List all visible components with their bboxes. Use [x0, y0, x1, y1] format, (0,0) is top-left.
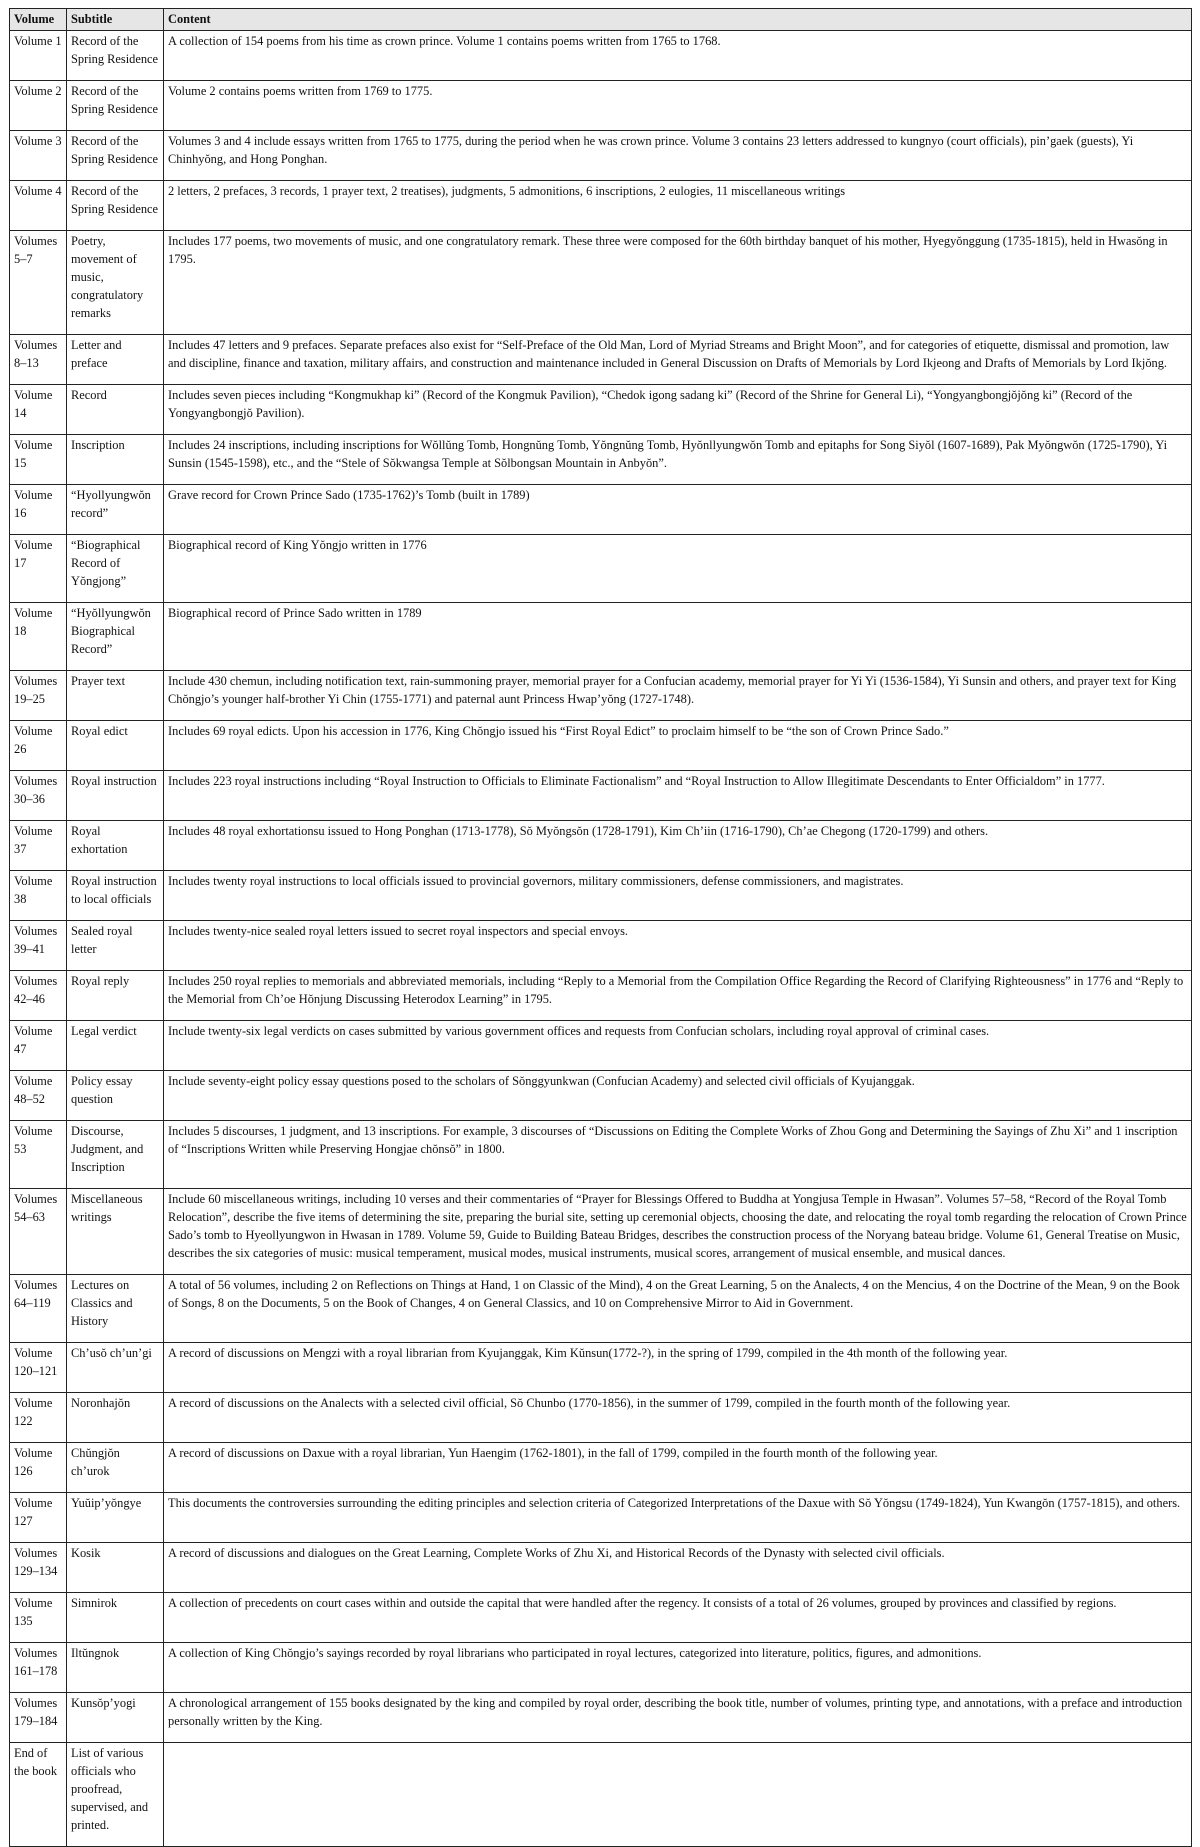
- cell-subtitle: Iltŭngnok: [67, 1643, 164, 1693]
- table-row: [10, 1643, 1192, 1693]
- cell-subtitle: Lectures on Classics and History: [67, 1275, 164, 1343]
- cell-content: Biographical record of King Yŏngjo written in 1776: [164, 535, 1192, 603]
- cell-subtitle: Record: [67, 385, 164, 435]
- cell-volume: Volumes 54–63: [10, 1189, 67, 1275]
- cell-content: A record of discussions on the Analects with a selected civil official, Sŏ Chunbo (1770-1856), in the summer of 1799, compiled in the fourth month of the following year.: [164, 1393, 1192, 1443]
- cell-subtitle: List of various officials who proofread, supervised, and printed.: [67, 1743, 164, 1847]
- table-row: [10, 871, 1192, 921]
- cell-subtitle: Record of the Spring Residence: [67, 131, 164, 181]
- cell-content: A collection of King Chŏngjo’s sayings recorded by royal librarians who participated in royal lectures, categorized into literature, politics, figures, and admonitions.: [164, 1643, 1192, 1693]
- table-row: [10, 1393, 1192, 1443]
- table-body: [10, 31, 1192, 1847]
- cell-subtitle: Inscription: [67, 435, 164, 485]
- table-row: [10, 771, 1192, 821]
- cell-subtitle: Record of the Spring Residence: [67, 81, 164, 131]
- table-row: [10, 1121, 1192, 1189]
- cell-volume: Volume 53: [10, 1121, 67, 1189]
- cell-subtitle: Letter and preface: [67, 335, 164, 385]
- cell-volume: Volumes 64–119: [10, 1275, 67, 1343]
- cell-volume: Volume 122: [10, 1393, 67, 1443]
- header-content: Content: [164, 9, 1192, 31]
- cell-subtitle: Policy essay question: [67, 1071, 164, 1121]
- cell-subtitle: “Hyollyungwŏn record”: [67, 485, 164, 535]
- cell-volume: Volumes 5–7: [10, 231, 67, 335]
- cell-content: Includes 47 letters and 9 prefaces. Separate prefaces also exist for “Self-Preface of the Old Man, Lord of Myriad Streams and Bright Moon”, and for categories of etiquette, dismissal and promotion, law and discipline, finance and taxation, military affairs, and construction and maintenance included in General Discussion on Drafts of Memorials by Lord Ikjeong and Drafts of Memorials by Lord Ikjŏng.: [164, 335, 1192, 385]
- cell-subtitle: Ch’usŏ ch’un’gi: [67, 1343, 164, 1393]
- table-row: [10, 1593, 1192, 1643]
- table-row: [10, 81, 1192, 131]
- cell-subtitle: Prayer text: [67, 671, 164, 721]
- table-row: [10, 821, 1192, 871]
- cell-volume: Volume 15: [10, 435, 67, 485]
- table-row: [10, 603, 1192, 671]
- cell-volume: Volumes 39–41: [10, 921, 67, 971]
- table-row: [10, 31, 1192, 81]
- cell-content: Include 430 chemun, including notification text, rain-summoning prayer, memorial prayer for a Confucian academy, memorial prayer for Yi Yi (1536-1584), Yi Sunsin and others, and prayer text for King Chŏngjo’s younger half-brother Yi Chin (1755-1771) and paternal aunt Princess Hwap’yŏng (1727-1748).: [164, 671, 1192, 721]
- table-row: [10, 1071, 1192, 1121]
- cell-volume: Volume 1: [10, 31, 67, 81]
- cell-subtitle: Poetry, movement of music, congratulatory remarks: [67, 231, 164, 335]
- cell-content: Volume 2 contains poems written from 1769 to 1775.: [164, 81, 1192, 131]
- cell-subtitle: Yuŭip’yŏngye: [67, 1493, 164, 1543]
- cell-subtitle: “Biographical Record of Yŏngjong”: [67, 535, 164, 603]
- cell-content: Includes 223 royal instructions including “Royal Instruction to Officials to Eliminate Factionalism” and “Royal Instruction to Allow Illegitimate Descendants to Enter Officialdom” in 1777.: [164, 771, 1192, 821]
- cell-content: 2 letters, 2 prefaces, 3 records, 1 prayer text, 2 treatises), judgments, 5 admonitions, 6 inscriptions, 2 eulogies, 11 miscellaneous writings: [164, 181, 1192, 231]
- cell-subtitle: Noronhajŏn: [67, 1393, 164, 1443]
- cell-volume: Volume 120–121: [10, 1343, 67, 1393]
- table-row: [10, 921, 1192, 971]
- table-row: [10, 231, 1192, 335]
- cell-subtitle: Record of the Spring Residence: [67, 181, 164, 231]
- cell-content: Includes 24 inscriptions, including inscriptions for Wŏllŭng Tomb, Hongnŭng Tomb, Yŏngnŭng Tomb, Hyŏnllyungwŏn Tomb and epitaphs for Song Siyŏl (1607-1689), Pak Myŏngwŏn (1725-1790), Yi Sunsin (1545-1598), etc., and the “Stele of Sŏkwangsa Temple at Sŏlbongsan Mountain in Anbyŏn”.: [164, 435, 1192, 485]
- cell-subtitle: Discourse, Judgment, and Inscription: [67, 1121, 164, 1189]
- cell-subtitle: Kunsŏp’yogi: [67, 1693, 164, 1743]
- volumes-table: [9, 8, 1192, 1847]
- cell-content: Includes 250 royal replies to memorials and abbreviated memorials, including “Reply to a Memorial from the Compilation Office Regarding the Record of Clarifying Righteousness” in 1776 and “Reply to the Memorial from Ch’oe Hŏnjung Discussing Heterodox Learning” in 1795.: [164, 971, 1192, 1021]
- cell-subtitle: “Hyŏllyungwŏn Biographical Record”: [67, 603, 164, 671]
- cell-content: Includes twenty royal instructions to local officials issued to provincial governors, military commissioners, defense commissioners, and magistrates.: [164, 871, 1192, 921]
- cell-subtitle: Legal verdict: [67, 1021, 164, 1071]
- cell-content: Includes twenty-nice sealed royal letters issued to secret royal inspectors and special envoys.: [164, 921, 1192, 971]
- cell-content: This documents the controversies surrounding the editing principles and selection criteria of Categorized Interpretations of the Daxue with Sŏ Yŏngsu (1749-1824), Yun Kwangŏn (1757-1815), and others.: [164, 1493, 1192, 1543]
- table-row: [10, 971, 1192, 1021]
- cell-subtitle: Royal instruction: [67, 771, 164, 821]
- cell-volume: Volume 127: [10, 1493, 67, 1543]
- cell-volume: Volume 3: [10, 131, 67, 181]
- table-row: [10, 1693, 1192, 1743]
- cell-subtitle: Royal edict: [67, 721, 164, 771]
- cell-content: Include seventy-eight policy essay questions posed to the scholars of Sŏnggyunkwan (Confucian Academy) and selected civil officials of Kyujanggak.: [164, 1071, 1192, 1121]
- cell-content: A chronological arrangement of 155 books designated by the king and compiled by royal order, describing the book title, number of volumes, printing type, and annotations, with a preface and introduction personally written by the King.: [164, 1693, 1192, 1743]
- cell-subtitle: Royal exhortation: [67, 821, 164, 871]
- table-row: [10, 671, 1192, 721]
- table-row: [10, 1021, 1192, 1071]
- cell-content: A record of discussions on Daxue with a royal librarian, Yun Haengim (1762-1801), in the fall of 1799, compiled in the fourth month of the following year.: [164, 1443, 1192, 1493]
- cell-subtitle: Royal reply: [67, 971, 164, 1021]
- cell-volume: Volumes 19–25: [10, 671, 67, 721]
- cell-volume: Volume 2: [10, 81, 67, 131]
- cell-volume: Volume 38: [10, 871, 67, 921]
- table-row: [10, 1343, 1192, 1393]
- cell-volume: Volumes 30–36: [10, 771, 67, 821]
- table-row: [10, 131, 1192, 181]
- cell-subtitle: Kosik: [67, 1543, 164, 1593]
- cell-content: Includes 5 discourses, 1 judgment, and 13 inscriptions. For example, 3 discourses of “Discussions on Editing the Complete Works of Zhou Gong and Determining the Sayings of Zhu Xi” and 1 inscription of “Inscriptions Written while Preserving Hongjae chŏnsŏ” in 1800.: [164, 1121, 1192, 1189]
- cell-volume: Volume 4: [10, 181, 67, 231]
- cell-content: Includes 48 royal exhortationsu issued to Hong Ponghan (1713-1778), Sŏ Myŏngsŏn (1728-1791), Kim Ch’iin (1716-1790), Ch’ae Chegong (1720-1799) and others.: [164, 821, 1192, 871]
- cell-subtitle: Record of the Spring Residence: [67, 31, 164, 81]
- table-row: [10, 385, 1192, 435]
- table-row: [10, 721, 1192, 771]
- header-volume: Volume: [10, 9, 67, 31]
- cell-volume: Volumes 161–178: [10, 1643, 67, 1693]
- table-row: [10, 181, 1192, 231]
- cell-volume: Volume 16: [10, 485, 67, 535]
- table-row: [10, 1493, 1192, 1543]
- table-row: [10, 485, 1192, 535]
- table-row: [10, 1275, 1192, 1343]
- cell-volume: Volume 126: [10, 1443, 67, 1493]
- cell-content: A total of 56 volumes, including 2 on Reflections on Things at Hand, 1 on Classic of the Mind), 4 on the Great Learning, 5 on the Analects, 4 on the Mencius, 4 on the Doctrine of the Mean, 9 on the Book of Songs, 8 on the Documents, 5 on the Book of Changes, 4 on General Classics, and 10 on Comprehensive Mirror to Aid in Government.: [164, 1275, 1192, 1343]
- cell-content: A record of discussions on Mengzi with a royal librarian from Kyujanggak, Kim Kŭnsun(1772-?), in the spring of 1799, compiled in the 4th month of the following year.: [164, 1343, 1192, 1393]
- table-row: [10, 1743, 1192, 1847]
- cell-subtitle: Chŭngjŏn ch’urok: [67, 1443, 164, 1493]
- cell-content: Grave record for Crown Prince Sado (1735-1762)’s Tomb (built in 1789): [164, 485, 1192, 535]
- cell-content: A collection of 154 poems from his time as crown prince. Volume 1 contains poems written from 1765 to 1768.: [164, 31, 1192, 81]
- cell-content: Includes 177 poems, two movements of music, and one congratulatory remark. These three were composed for the 60th birthday banquet of his mother, Hyegyŏnggung (1735-1815), held in Hwasŏng in 1795.: [164, 231, 1192, 335]
- cell-subtitle: Royal instruction to local officials: [67, 871, 164, 921]
- cell-volume: Volume 47: [10, 1021, 67, 1071]
- table-row: [10, 335, 1192, 385]
- table-row: [10, 435, 1192, 485]
- header-subtitle: Subtitle: [67, 9, 164, 31]
- cell-volume: End of the book: [10, 1743, 67, 1847]
- cell-volume: Volume 135: [10, 1593, 67, 1643]
- cell-volume: Volumes 179–184: [10, 1693, 67, 1743]
- cell-volume: Volume 14: [10, 385, 67, 435]
- cell-content: [164, 1743, 1192, 1847]
- cell-content: A collection of precedents on court cases within and outside the capital that were handled after the regency. It consists of a total of 26 volumes, grouped by provinces and classified by regions.: [164, 1593, 1192, 1643]
- cell-content: Volumes 3 and 4 include essays written from 1765 to 1775, during the period when he was crown prince. Volume 3 contains 23 letters addressed to kungnyo (court officials), pin’gaek (guests), Yi Chinhyŏng, and Hong Ponghan.: [164, 131, 1192, 181]
- cell-content: A record of discussions and dialogues on the Great Learning, Complete Works of Zhu Xi, and Historical Records of the Dynasty with selected civil officials.: [164, 1543, 1192, 1593]
- table-row: [10, 1189, 1192, 1275]
- cell-volume: Volume 26: [10, 721, 67, 771]
- cell-volume: Volumes 42–46: [10, 971, 67, 1021]
- header-row: [10, 9, 1192, 31]
- cell-volume: Volume 18: [10, 603, 67, 671]
- cell-subtitle: Miscellaneous writings: [67, 1189, 164, 1275]
- cell-content: Includes 69 royal edicts. Upon his accession in 1776, King Chŏngjo issued his “First Royal Edict” to proclaim himself to be “the son of Crown Prince Sado.”: [164, 721, 1192, 771]
- cell-subtitle: Simnirok: [67, 1593, 164, 1643]
- cell-volume: Volumes 129–134: [10, 1543, 67, 1593]
- cell-content: Biographical record of Prince Sado written in 1789: [164, 603, 1192, 671]
- table-row: [10, 535, 1192, 603]
- table-row: [10, 1543, 1192, 1593]
- cell-volume: Volumes 8–13: [10, 335, 67, 385]
- cell-content: Includes seven pieces including “Kongmukhap ki” (Record of the Kongmuk Pavilion), “Chedok igong sadang ki” (Record of the Shrine for General Li), “Yongyangbongjŏjŏng ki” (Record of the Yongyangbongjŏ Pavilion).: [164, 385, 1192, 435]
- document-page: [9, 8, 1191, 1847]
- table-row: [10, 1443, 1192, 1493]
- cell-content: Include twenty-six legal verdicts on cases submitted by various government offices and requests from Confucian scholars, including royal approval of criminal cases.: [164, 1021, 1192, 1071]
- cell-content: Include 60 miscellaneous writings, including 10 verses and their commentaries of “Prayer for Blessings Offered to Buddha at Yongjusa Temple in Hwasan”. Volumes 57–58, “Record of the Royal Tomb Relocation”, describe the five items of determining the site, preparing the burial site, setting up ceremonial objects, choosing the date, and relocating the royal tomb regarding the relocation of Crown Prince Sado’s tomb to Hyeollyungwon in Hwasan in 1789. Volume 59, Guide to Building Bateau Bridges, describes the construction process of the Noryang bateau bridge. Volume 61, General Treatise on Music, describes the six categories of music: musical temperament, musical modes, musical instruments, musical scores, arrangement of musical ensemble, and musical dances.: [164, 1189, 1192, 1275]
- cell-volume: Volume 37: [10, 821, 67, 871]
- cell-volume: Volume 17: [10, 535, 67, 603]
- cell-volume: Volume 48–52: [10, 1071, 67, 1121]
- table-header: [10, 9, 1192, 31]
- cell-subtitle: Sealed royal letter: [67, 921, 164, 971]
